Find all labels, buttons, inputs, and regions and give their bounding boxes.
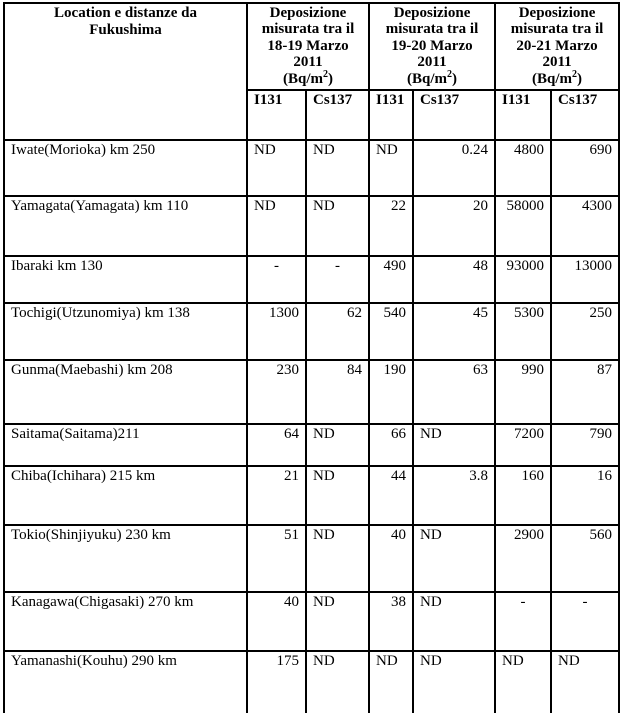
location-cell: Kanagawa(Chigasaki) 270 km — [4, 592, 247, 651]
value-cell: 790 — [551, 424, 619, 466]
value-cell: ND — [369, 140, 413, 196]
section-title-line: 2011 — [417, 54, 447, 71]
table-row-kanagawa — [4, 592, 619, 651]
unit-superscript: 2 — [447, 68, 453, 80]
location-cell: Iwate(Morioka) km 250 — [4, 140, 247, 196]
deposition-table — [3, 2, 620, 713]
value-cell: 93000 — [495, 256, 551, 303]
location-cell: Yamagata(Yamagata) km 110 — [4, 196, 247, 256]
section-title-line: Deposizione — [269, 5, 347, 21]
isotope-header-cs137: Cs137 — [413, 90, 495, 140]
table-row-ibaraki — [4, 256, 619, 303]
value-cell: 63 — [413, 360, 495, 424]
location-cell: Yamanashi(Kouhu) 290 km — [4, 651, 247, 713]
isotope-header-i131: I131 — [247, 90, 306, 140]
table-row-yamagata — [4, 196, 619, 256]
value-cell: - — [551, 592, 619, 651]
location-cell: Tokio(Shinjiyuku) 230 km — [4, 525, 247, 592]
value-cell: 45 — [413, 303, 495, 360]
value-cell: 4800 — [495, 140, 551, 196]
value-cell: 190 — [369, 360, 413, 424]
unit-label: $(Bq/m^2)$ — [283, 68, 334, 87]
value-cell: ND — [495, 651, 551, 713]
value-cell: ND — [306, 424, 369, 466]
section-title-line: Deposizione — [518, 5, 596, 21]
value-cell: 560 — [551, 525, 619, 592]
table-row-saitama — [4, 424, 619, 466]
location-header-line2: Fukushima — [89, 22, 162, 38]
table-row-tochigi — [4, 303, 619, 360]
value-cell: ND — [306, 140, 369, 196]
isotope-header-cs137: Cs137 — [551, 90, 619, 140]
value-cell: - — [495, 592, 551, 651]
unit-label: $(Bq/m^2)$ — [532, 68, 583, 87]
value-cell: 230 — [247, 360, 306, 424]
section-header-18-19-marzo — [247, 3, 369, 90]
value-cell: ND — [247, 140, 306, 196]
table-row-gunma — [4, 360, 619, 424]
section-header-19-20-marzo — [369, 3, 495, 90]
value-cell: 64 — [247, 424, 306, 466]
value-cell: ND — [306, 651, 369, 713]
location-cell: Saitama(Saitama)211 — [4, 424, 247, 466]
value-cell: ND — [306, 525, 369, 592]
value-cell: 21 — [247, 466, 306, 525]
value-cell: 58000 — [495, 196, 551, 256]
section-title-line: 18-19 Marzo — [267, 37, 349, 54]
value-cell: 22 — [369, 196, 413, 256]
value-cell: 40 — [369, 525, 413, 592]
table-row-yamanashi — [4, 651, 619, 713]
value-cell: ND — [306, 466, 369, 525]
value-cell: 84 — [306, 360, 369, 424]
location-cell: Ibaraki km 130 — [4, 256, 247, 303]
value-cell: 540 — [369, 303, 413, 360]
value-cell: 1300 — [247, 303, 306, 360]
section-title-line: misurata tra il — [510, 21, 604, 38]
value-cell: - — [306, 256, 369, 303]
location-cell: Tochigi(Utzunomiya) km 138 — [4, 303, 247, 360]
value-cell: 20 — [413, 196, 495, 256]
value-cell: 38 — [369, 592, 413, 651]
value-cell: 13000 — [551, 256, 619, 303]
section-title-line: Deposizione — [393, 5, 471, 21]
value-cell: 62 — [306, 303, 369, 360]
value-cell: 175 — [247, 651, 306, 713]
value-cell: 690 — [551, 140, 619, 196]
value-cell: 16 — [551, 466, 619, 525]
table-row-iwate — [4, 140, 619, 196]
value-cell: ND — [306, 196, 369, 256]
unit-superscript: 2 — [323, 68, 329, 80]
location-cell: Gunma(Maebashi) km 208 — [4, 360, 247, 424]
value-cell: 5300 — [495, 303, 551, 360]
location-column-header — [4, 3, 247, 140]
unit-superscript: 2 — [572, 68, 578, 80]
location-header-line1: Location e distanze da — [54, 5, 197, 21]
value-cell: 3.8 — [413, 466, 495, 525]
value-cell: 250 — [551, 303, 619, 360]
isotope-header-cs137: Cs137 — [306, 90, 369, 140]
value-cell: ND — [413, 525, 495, 592]
value-cell: 87 — [551, 360, 619, 424]
location-cell: Chiba(Ichihara) 215 km — [4, 466, 247, 525]
value-cell: 40 — [247, 592, 306, 651]
value-cell: 4300 — [551, 196, 619, 256]
value-cell: 48 — [413, 256, 495, 303]
table-row-chiba — [4, 466, 619, 525]
value-cell: ND — [369, 651, 413, 713]
value-cell: 490 — [369, 256, 413, 303]
value-cell: 0.24 — [413, 140, 495, 196]
value-cell: 7200 — [495, 424, 551, 466]
value-cell: ND — [413, 592, 495, 651]
value-cell: 990 — [495, 360, 551, 424]
value-cell: ND — [306, 592, 369, 651]
value-cell: 160 — [495, 466, 551, 525]
isotope-header-i131: I131 — [495, 90, 551, 140]
table-row-tokio — [4, 525, 619, 592]
value-cell: ND — [413, 651, 495, 713]
section-title-line: misurata tra il — [261, 21, 355, 38]
section-title-line: 19-20 Marzo — [391, 37, 473, 54]
isotope-header-i131: I131 — [369, 90, 413, 140]
value-cell: 51 — [247, 525, 306, 592]
unit-label: $(Bq/m^2)$ — [407, 68, 458, 87]
value-cell: 44 — [369, 466, 413, 525]
section-title-line: 20-21 Marzo — [516, 37, 598, 54]
value-cell: 2900 — [495, 525, 551, 592]
header-row-sections — [4, 3, 619, 90]
value-cell: 66 — [369, 424, 413, 466]
section-header-20-21-marzo — [495, 3, 619, 90]
section-title-line: misurata tra il — [385, 21, 479, 38]
value-cell: ND — [413, 424, 495, 466]
section-title-line: 2011 — [293, 54, 323, 71]
value-cell: ND — [551, 651, 619, 713]
value-cell: ND — [247, 196, 306, 256]
value-cell: - — [247, 256, 306, 303]
section-title-line: 2011 — [542, 54, 572, 71]
